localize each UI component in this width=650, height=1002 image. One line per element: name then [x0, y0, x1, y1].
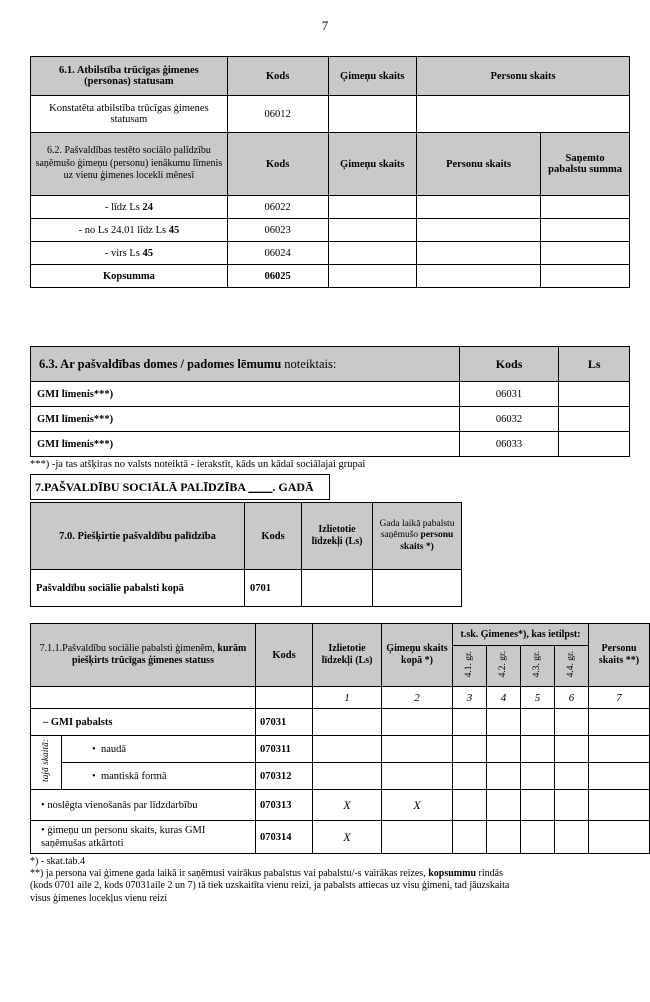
num-7: 7	[589, 687, 650, 709]
row-mantiska-label: • mantiskā formā	[62, 763, 256, 790]
table-row	[31, 570, 462, 607]
num-3: 3	[453, 687, 487, 709]
header-6-2-kods: Kods	[227, 133, 328, 196]
table-row	[31, 736, 650, 763]
row-atkartoti-g1[interactable]	[453, 821, 487, 854]
row-virs45-summa[interactable]	[541, 242, 630, 265]
row-konstateta-label: Konstatēta atbilstība trūcīgas ģimenes statusam	[31, 96, 228, 133]
row-atkartoti-gimenu[interactable]	[382, 821, 453, 854]
row-vienosanas-kods: 070313	[256, 790, 313, 821]
row-gmi-3-ls[interactable]	[559, 432, 630, 457]
row-vienosanas-g4[interactable]	[555, 790, 589, 821]
row-pasvaldibu-izlietotie[interactable]	[302, 570, 373, 607]
row-gmi-pabalsts-g1[interactable]	[453, 709, 487, 736]
page-number: 7	[321, 18, 329, 33]
header-group-44-label: 4.4. gr.	[565, 651, 576, 678]
row-vienosanas-g1[interactable]	[453, 790, 487, 821]
row-mantiska-g1[interactable]	[453, 763, 487, 790]
footnote-three-stars: ***) -ja tas atšķiras no valsts noteiktā - ierakstīt, kāds un kādai sociālajai grupai	[30, 459, 366, 470]
side-label-taja-skaita	[31, 736, 62, 790]
table-6-1	[30, 56, 630, 288]
num-blank-2	[256, 687, 313, 709]
row-konstateta-personu[interactable]	[417, 96, 630, 133]
row-vienosanas-gimenu: X	[382, 790, 453, 821]
row-gmi-2-ls[interactable]	[559, 407, 630, 432]
row-lidz24-value: 24	[142, 201, 153, 213]
table-6-3	[30, 346, 630, 457]
header-7-0-label: 7.0. Piešķirtie pašvaldību palīdzība	[31, 503, 245, 570]
row-no2401-kods: 06023	[227, 219, 328, 242]
header-group-42	[487, 646, 521, 687]
header-6-3-ls: Ls	[559, 347, 630, 382]
header-group-43-label: 4.3. gr.	[531, 651, 542, 678]
row-gmi-2-kods: 06032	[459, 407, 559, 432]
footnote-2c: rindās	[476, 868, 503, 880]
header-711-gimenu: Ģimeņu skaits kopā *)	[382, 624, 453, 687]
table-row	[31, 96, 630, 133]
row-nauda-text: naudā	[100, 743, 127, 755]
table-row	[31, 219, 630, 242]
table-row-numbering	[31, 687, 650, 709]
row-virs45-kods: 06024	[227, 242, 328, 265]
header-6-3-kods: Kods	[459, 347, 559, 382]
row-gmi-pabalsts-g3[interactable]	[521, 709, 555, 736]
row-nauda-izlietotie[interactable]	[313, 736, 382, 763]
row-gmi-pabalsts-g2[interactable]	[487, 709, 521, 736]
footnote-2	[30, 868, 630, 880]
header-711-personu: Personu skaits **)	[589, 624, 650, 687]
row-gmi-pabalsts-izlietotie[interactable]	[313, 709, 382, 736]
row-gmi-1-ls[interactable]	[559, 382, 630, 407]
row-vienosanas-label: • noslēgta vienošanās par līdzdarbību	[31, 790, 256, 821]
header-7-0-sanemuso-bold: personu skaits *)	[400, 530, 454, 552]
row-mantiska-text: mantiskā formā	[100, 770, 167, 782]
row-virs45-gimenu[interactable]	[328, 242, 417, 265]
header-group-44	[555, 646, 589, 687]
row-virs45-text: - virs Ls	[104, 247, 143, 259]
row-gmi-pabalsts-g4[interactable]	[555, 709, 589, 736]
table-7-title	[30, 474, 330, 500]
header-711-tsk: t.sk. Ģimenes*), kas ietilpst:	[453, 624, 589, 646]
row-vienosanas-text: noslēgta vienošanās par līdzdarbību	[47, 799, 198, 811]
num-blank-1	[31, 687, 256, 709]
table-row	[31, 407, 630, 432]
table-row	[31, 265, 630, 288]
section-7-title-text: 7.PAŠVALDĪBU SOCIĀLĀ PALĪDZĪBA	[35, 479, 249, 494]
header-group-43	[521, 646, 555, 687]
section-7-title-tail: . GADĀ	[272, 479, 314, 494]
header-group-41	[453, 646, 487, 687]
row-pasvaldibu-kods: 0701	[245, 570, 302, 607]
num-5: 5	[521, 687, 555, 709]
row-no2401-summa[interactable]	[541, 219, 630, 242]
row-gmi-pabalsts-kods: 07031	[256, 709, 313, 736]
footnote-1: *) - skat.tab.4	[30, 856, 85, 867]
table-row	[31, 382, 630, 407]
row-virs45-personu[interactable]	[417, 242, 541, 265]
row-nauda-label: • naudā	[62, 736, 256, 763]
num-6: 6	[555, 687, 589, 709]
row-atkartoti-personu[interactable]	[589, 821, 650, 854]
row-lidz24-kods: 06022	[227, 196, 328, 219]
header-group-41-label: 4.1. gr.	[463, 651, 474, 678]
row-kopsumma-personu[interactable]	[417, 265, 541, 288]
header-7-0-izlietotie: Izlietotie līdzekļi (Ls)	[302, 503, 373, 570]
num-4: 4	[487, 687, 521, 709]
row-kopsumma-summa[interactable]	[541, 265, 630, 288]
row-virs45-label	[31, 242, 228, 265]
footnote-2b: kopsummu	[428, 868, 477, 880]
footnote-4: visus ģimenes locekļus vienu reizi	[30, 892, 168, 904]
row-kopsumma-kods: 06025	[227, 265, 328, 288]
row-kopsumma-gimenu[interactable]	[328, 265, 417, 288]
table-row	[31, 196, 630, 219]
table-row	[31, 475, 330, 500]
table-row	[31, 821, 650, 854]
row-mantiska-kods: 070312	[256, 763, 313, 790]
row-gmi-1-kods: 06031	[459, 382, 559, 407]
table-row	[31, 503, 462, 570]
table-row	[31, 790, 650, 821]
row-no2401-personu[interactable]	[417, 219, 541, 242]
row-pasvaldibu-personu[interactable]	[373, 570, 462, 607]
header-gimenu-skaits: Ģimeņu skaits	[328, 57, 417, 96]
row-mantiska-g3[interactable]	[521, 763, 555, 790]
row-atkartoti-g3[interactable]	[521, 821, 555, 854]
row-pasvaldibu-label: Pašvaldību sociālie pabalsti kopā	[31, 570, 245, 607]
row-atkartoti-g2[interactable]	[487, 821, 521, 854]
table-row	[31, 432, 630, 457]
row-konstateta-gimenu[interactable]	[328, 96, 417, 133]
row-nauda-g3[interactable]	[521, 736, 555, 763]
row-atkartoti-text: ģimeņu un personu skaits, kuras GMI saņēmušas atkārtoti	[41, 824, 206, 849]
row-atkartoti-izlietotie: X	[313, 821, 382, 854]
row-no2401-label	[31, 219, 228, 242]
row-gmi-pabalsts-label: – GMI pabalsts	[31, 709, 256, 736]
table-row	[31, 709, 650, 736]
row-nauda-g4[interactable]	[555, 736, 589, 763]
row-nauda-g1[interactable]	[453, 736, 487, 763]
header-7-0-sanemuso	[373, 503, 462, 570]
row-atkartoti-label: • ģimeņu un personu skaits, kuras GMI saņēmušas atkārtoti	[31, 821, 256, 854]
row-mantiska-personu[interactable]	[589, 763, 650, 790]
row-mantiska-izlietotie[interactable]	[313, 763, 382, 790]
row-no2401-gimenu[interactable]	[328, 219, 417, 242]
table-row	[31, 57, 630, 96]
table-row	[31, 133, 630, 196]
header-6-3-title	[31, 347, 460, 382]
row-kopsumma-label: Kopsumma	[31, 265, 228, 288]
header-6-3-title-bold: 6.3. Ar pašvaldības domes / padomes lēmumu	[39, 356, 282, 371]
row-konstateta-kods: 06012	[227, 96, 328, 133]
section-7-title	[31, 475, 330, 500]
row-nauda-gimenu[interactable]	[382, 736, 453, 763]
header-711-izlietotie: Izlietotie līdzekļi (Ls)	[313, 624, 382, 687]
row-atkartoti-g4[interactable]	[555, 821, 589, 854]
row-vienosanas-personu[interactable]	[589, 790, 650, 821]
section-7-title-blank: ____	[248, 479, 273, 494]
row-nauda-kods: 070311	[256, 736, 313, 763]
num-2: 2	[382, 687, 453, 709]
table-row	[31, 763, 650, 790]
header-6-2-gimenu: Ģimeņu skaits	[328, 133, 417, 196]
num-1: 1	[313, 687, 382, 709]
table-row	[31, 624, 650, 646]
side-label-text: tajā skaitā:	[41, 739, 51, 783]
header-7-1-1-label	[31, 624, 256, 687]
header-kods: Kods	[227, 57, 328, 96]
row-gmi-pabalsts-personu[interactable]	[589, 709, 650, 736]
row-gmi-pabalsts-gimenu[interactable]	[382, 709, 453, 736]
row-nauda-g2[interactable]	[487, 736, 521, 763]
row-virs45-value: 45	[142, 247, 153, 259]
row-no2401-text: - no Ls 24.01 līdz Ls	[78, 224, 169, 236]
header-7-0-kods: Kods	[245, 503, 302, 570]
header-6-2-label	[31, 133, 228, 196]
table-row	[31, 347, 630, 382]
header-group-42-label: 4.2. gr.	[497, 651, 508, 678]
header-6-3-title-plain: noteiktais:	[281, 356, 337, 371]
header-6-2-summa: Saņemto pabalstu summa	[541, 133, 630, 196]
row-lidz24-label	[31, 196, 228, 219]
header-711-kods: Kods	[256, 624, 313, 687]
header-6-2-text: 6.2. Pašvaldības testēto sociālo palīdzību saņēmušo ģimeņu (personu) ienākumu līmenis uz vienu ģimenes locekli mēnesī	[35, 145, 223, 182]
row-mantiska-g2[interactable]	[487, 763, 521, 790]
row-vienosanas-g2[interactable]	[487, 790, 521, 821]
table-7-1-1	[30, 623, 650, 854]
header-6-2-personu: Personu skaits	[417, 133, 541, 196]
row-nauda-personu[interactable]	[589, 736, 650, 763]
footnote-2a: **) ja persona vai ģimene gada laikā ir saņēmusi vairākus pabalstus vai pabalstu/-s vairākas reizes,	[30, 868, 429, 880]
row-vienosanas-izlietotie: X	[313, 790, 382, 821]
row-lidz24-personu[interactable]	[417, 196, 541, 219]
row-mantiska-gimenu[interactable]	[382, 763, 453, 790]
row-gmi-3-kods: 06033	[459, 432, 559, 457]
header-7-1-1-text-b: kurām piešķirts trūcīgas ģimenes statuss	[72, 642, 247, 666]
row-gmi-2-label: GMI līmenis***)	[31, 407, 460, 432]
header-7-0-sanemuso-text: Gada laikā pabalstu saņēmušo	[379, 518, 455, 541]
table-row	[31, 242, 630, 265]
footnotes-block	[30, 856, 630, 905]
row-lidz24-summa[interactable]	[541, 196, 630, 219]
header-6-1-label: 6.1. Atbilstība trūcīgas ģimenes (personas) statusam	[31, 57, 228, 96]
row-lidz24-gimenu[interactable]	[328, 196, 417, 219]
row-atkartoti-kods: 070314	[256, 821, 313, 854]
row-gmi-1-label: GMI līmenis***)	[31, 382, 460, 407]
row-lidz24-text: - līdz Ls	[104, 201, 143, 213]
row-vienosanas-g3[interactable]	[521, 790, 555, 821]
row-mantiska-g4[interactable]	[555, 763, 589, 790]
header-personu-skaits: Personu skaits	[417, 57, 630, 96]
table-7-0	[30, 502, 462, 607]
footnote-3: (kods 0701 aile 2, kods 07031aile 2 un 7) tā tiek uzskaitīta vienu reizi, ja pabalsts attiecas uz visu ģimeni, tad jāuzskaita	[30, 880, 510, 892]
header-7-1-1-text-a: 7.1.1.Pašvaldību sociālie pabalsti ģimenēm,	[39, 642, 218, 654]
row-no2401-value: 45	[168, 224, 180, 236]
row-gmi-3-label: GMI līmenis***)	[31, 432, 460, 457]
